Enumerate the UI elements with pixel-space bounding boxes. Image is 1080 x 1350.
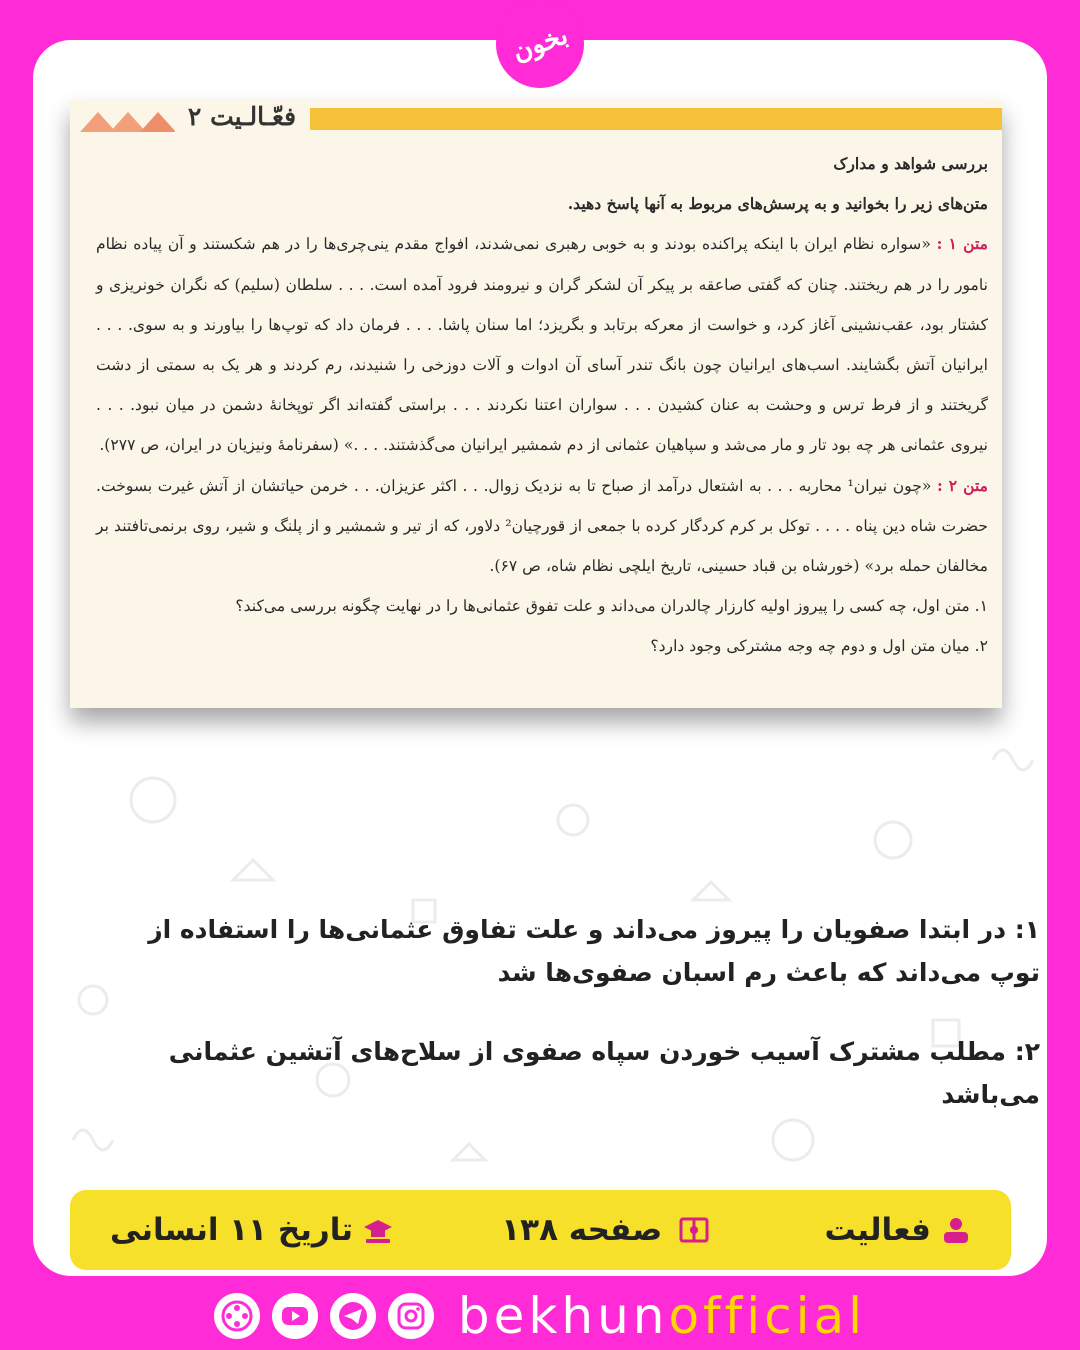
footer-activity	[824, 1212, 971, 1248]
answer-1: ۱: در ابتدا صفویان را پیروز می‌داند و علت تفاوق عثمانی‌ها را استفاده از توپ می‌داند که باعث رم اسبان صفوی‌ها شد	[148, 915, 1040, 987]
activity-title: فعّـالـیت ۲	[187, 102, 297, 131]
scan-header	[70, 100, 1002, 134]
text1-paragraph	[96, 224, 988, 465]
header-bar	[310, 108, 1002, 130]
scan-body	[96, 144, 988, 667]
brand-name[interactable]	[457, 1287, 867, 1345]
brand-logo	[496, 0, 584, 88]
scan-instruction: متن‌های زیر را بخوانید و به پرسش‌های مربوط به آنها پاسخ دهید.	[567, 194, 988, 214]
text2-paragraph	[96, 466, 988, 587]
answer-2: ۲: مطلب مشترک آسیب خوردن سپاه صفوی از سلاح‌های آتشین عثمانی می‌باشد	[168, 1037, 1040, 1109]
instagram-icon[interactable]	[388, 1293, 434, 1339]
footer-bar	[70, 1190, 1011, 1270]
youtube-icon[interactable]	[272, 1293, 318, 1339]
brand-name-part2: official	[668, 1287, 867, 1345]
telegram-icon[interactable]	[330, 1293, 376, 1339]
text2-label: متن ۲ :	[936, 475, 989, 495]
footer-subject	[110, 1212, 393, 1248]
film-reel-icon[interactable]	[214, 1293, 260, 1339]
user-icon	[941, 1215, 971, 1245]
arrows-decoration	[80, 106, 175, 132]
answers-section	[100, 908, 1040, 1152]
book-icon	[672, 1215, 716, 1245]
text1-label: متن ۱ :	[936, 234, 989, 254]
question-1: ۱. متن اول، چه کسی را پیروز اولیه کارزار چالدران می‌داند و علت تفوق عثمانی‌ها را در نهایت چگونه بررسی می‌کند؟	[235, 597, 988, 616]
footer-activity-label: فعالیت	[824, 1212, 931, 1248]
text2-body: «چون نیران¹ محاربه . . . به اشتعال درآمد از صباح تا به نزدیک زوال. . . اکثر عزیزان. . . خرمن حیاتشان از آتش غیرت بسوخت. حضرت شاه دین پناه . . . . توکل بر کرم کردگار کرده با جمعی از قورچیان² دلاور، که از تیر و شمشیر و از پلنگ و شیر، روی برنمی‌تافتند بر مخالفان حمله برد» (خورشاه بن قباد حسینی، تاریخ ایلچی نظام شاه، ص ۶۷).	[96, 476, 989, 576]
graduation-cap-icon	[363, 1215, 393, 1245]
footer-subject-label: تاریخ ۱۱ انسانی	[110, 1212, 353, 1248]
social-bar	[0, 1282, 1080, 1350]
textbook-scan	[70, 100, 1002, 708]
brand-logo-text: بخون	[508, 20, 572, 68]
footer-page-label: صفحه ۱۳۸	[501, 1212, 663, 1248]
question-2: ۲. میان متن اول و دوم چه وجه مشترکی وجود دارد؟	[650, 637, 988, 656]
footer-page	[501, 1212, 716, 1248]
brand-name-part1: bekhun	[457, 1287, 669, 1345]
text1-body: «سواره نظام ایران با اینکه پراکنده بودند و به خوبی رهبری نمی‌شدند، افواج مقدم ینی‌چری‌ها را در هم شکستند و آن پیاده نظام نامور را در هم ریختند. چنان که گفتی صاعقه بر پیکر آن لشکر گران و نیرومند فرود آمده است. . . . سلطان (سلیم) که نگران خونریزی و کشتار بود، عقب‌نشینی آغاز کرد، و خواست از معرکه برتابد و بگریزد؛ اما سنان پاشا. . . . فرمان داد که توپ‌ها را بیاورند و به سوی. . . . ایرانیان آتش بگشایند. اسب‌های ایرانیان چون بانگ تندر آسای آن ادوات و آلات دوزخی را شنیدند، رم کردند و هر یک به سمتی از دشت گریختند و از فرط ترس و وحشت به عنان کشیدن . . . سواران اعتنا نکردند . . . براستی گفته‌اند اگر توپخانهٔ دشمن در میان نبود. . . . نیروی عثمانی هر چه بود تار و مار می‌شد و سپاهیان عثمانی از دم شمشیر ایرانیان می‌گذشتند. . . .» (سفرنامهٔ ونیزیان در ایران، ص ۲۷۷).	[96, 235, 988, 455]
scan-heading: بررسی شواهد و مدارک	[833, 154, 988, 173]
